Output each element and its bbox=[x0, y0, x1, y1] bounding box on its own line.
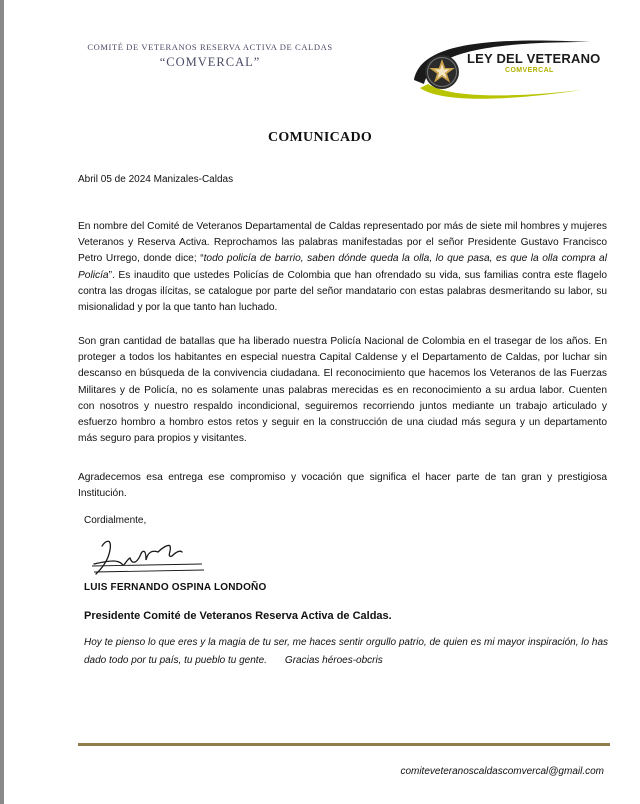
page-edge-line bbox=[0, 0, 4, 804]
signer-name: LUIS FERNANDO OSPINA LONDOÑO bbox=[84, 582, 267, 593]
handwritten-signature bbox=[92, 530, 212, 587]
signer-role: Presidente Comité de Veteranos Reserva Activa de Caldas. bbox=[84, 610, 392, 622]
footer-divider bbox=[78, 743, 610, 746]
footer-email: comiteveteranoscaldascomvercal@gmail.com bbox=[400, 766, 604, 777]
document-title: COMUNICADO bbox=[267, 130, 373, 145]
letterhead-org bbox=[60, 42, 360, 70]
president-quote: todo policía de barrio, saben dónde queda la olla, lo que pasa, es que la olla compra al Policía bbox=[78, 253, 607, 281]
paragraph-2: Son gran cantidad de batallas que ha liberado nuestra Policía Nacional de Colombia en el trasegar de los años. En proteger a todos los habitantes en especial nuestra Capital Caldense y el Departamento de Caldas, por luchar sin descanso en búsqueda de la convivencia ciudadana. El reconocimiento que hacemos los Veteranos de las Fuerzas Militares y de Policía, no es solamente unas palabras merecidas es en reconocimiento a su ardua labor. Cuenten con nosotros y nuestro respaldo incondicional, seguiremos recorriendo juntos mediante un trabajo articulado y esfuerzo hombro a hombro estos retos y seguir en la construcción de una ciudad más segura y un departamento más seguro para propios y visitantes. bbox=[78, 336, 607, 445]
paragraph-3: Agradecemos esa entrega ese compromiso y vocación que significa el hacer parte de tan gran y prestigiosa Institución. bbox=[78, 472, 607, 500]
closing-salutation: Cordialmente, bbox=[84, 515, 147, 526]
logo-subtitle: COMVERCAL bbox=[505, 67, 554, 74]
tribute-message: Hoy te pienso lo que eres y la magia de tu ser, me haces sentir orgullo patrio, de quien es mi mayor inspiración, lo has dado todo por tu país, tu pueblo tu gente. bbox=[84, 637, 608, 666]
paragraph-1 bbox=[78, 219, 607, 316]
paragraph-1-intro: En nombre del Comité de Veteranos Departamental de Caldas representado por más de siete mil hombres y mujeres Veteranos y Reserva Activa. Reprochamos las palabras manifestadas por el señor Presidente Gustavo Francisco Petro Urrego, donde dice; “ bbox=[78, 221, 607, 265]
ley-del-veterano-logo bbox=[410, 28, 600, 100]
signature-icon bbox=[92, 530, 212, 582]
tribute-text bbox=[84, 634, 608, 670]
date-line: Abril 05 de 2024 Manizales-Caldas bbox=[78, 174, 234, 185]
org-alias: “COMVERCAL” bbox=[159, 55, 261, 69]
paragraph-1-rest: ”. Es inaudito que ustedes Policías de Colombia que han ofrendado su vida, sus familias contra este flagelo contra las drogas ilícitas, se catalogue por parte del señor mandatario con estas palabras desmeritando su labor, su misionalidad y por la que tanto han luchado. bbox=[78, 269, 607, 314]
tribute-thanks: Gracias héroes-obcris bbox=[284, 655, 383, 666]
org-name: COMITÉ DE VETERANOS RESERVA ACTIVA DE CALDAS bbox=[87, 42, 333, 52]
logo-title: LEY DEL VETERANO bbox=[467, 51, 601, 66]
